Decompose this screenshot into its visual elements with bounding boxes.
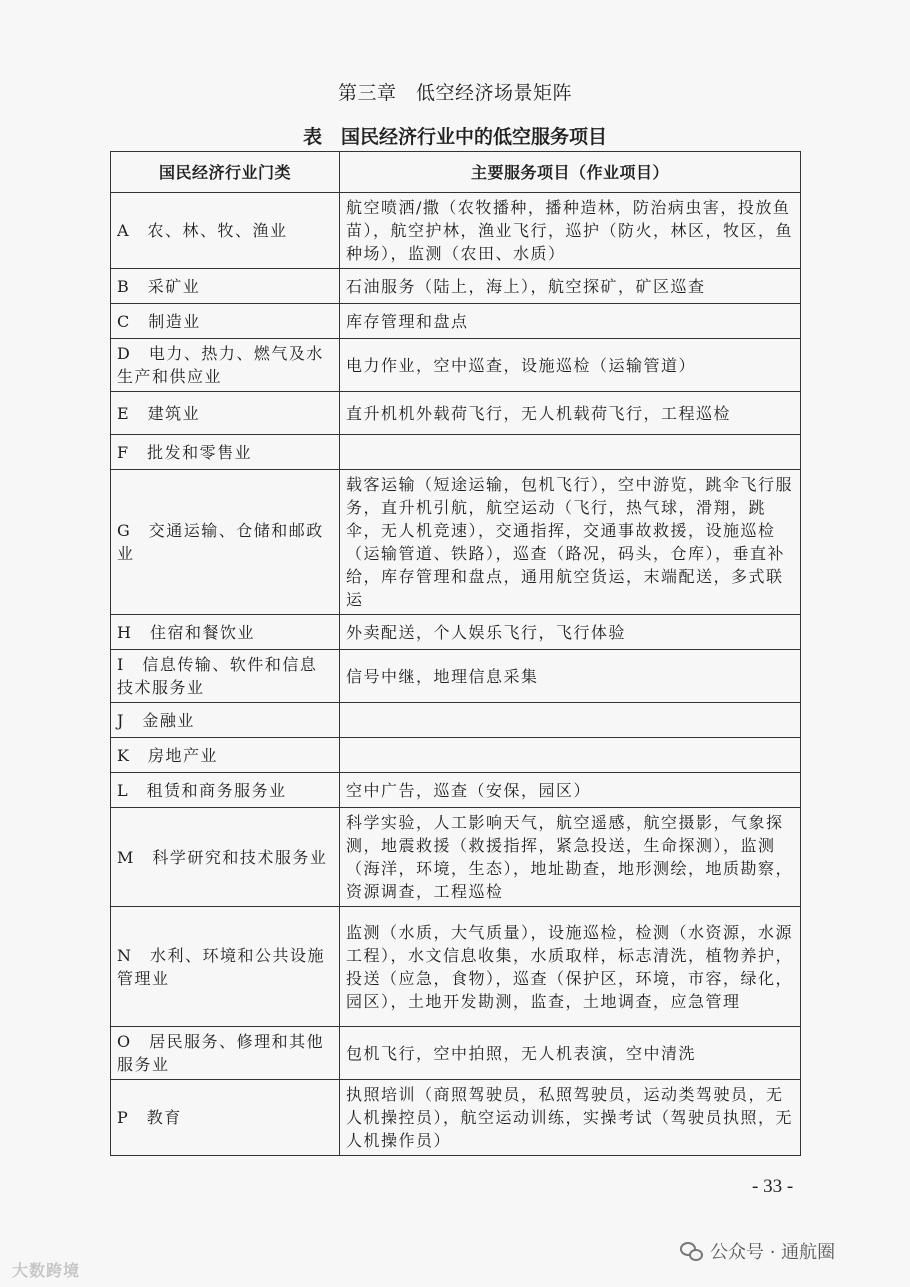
table-row (111, 1027, 801, 1080)
row-services: 包机飞行，空中拍照，无人机表演，空中清洗 (340, 1027, 801, 1080)
table-row (111, 269, 801, 304)
table-row (111, 650, 801, 703)
table-row (111, 470, 801, 615)
row-category: E 建筑业 (111, 392, 340, 435)
row-category: B 采矿业 (111, 269, 340, 304)
table-row (111, 392, 801, 435)
row-services: 执照培训（商照驾驶员，私照驾驶员，运动类驾驶员，无人机操控员），航空运动训练，实操考试（驾驶员执照，无人机操作员） (340, 1080, 801, 1156)
row-services: 信号中继，地理信息采集 (340, 650, 801, 703)
table-title: 表 国民经济行业中的低空服务项目 (302, 126, 607, 148)
watermark-right-label: 公众号 · 通航圈 (710, 1242, 836, 1263)
table-row (111, 193, 801, 269)
row-category: C 制造业 (111, 304, 340, 339)
row-category: D 电力、热力、燃气及水生产和供应业 (111, 339, 340, 392)
row-category: F 批发和零售业 (111, 435, 340, 470)
row-category: A 农、林、牧、渔业 (111, 193, 340, 269)
row-services (340, 435, 801, 470)
service-table (110, 151, 801, 1156)
row-services: 科学实验，人工影响天气，航空遥感，航空摄影，气象探测，地震救援（救援指挥，紧急投送，生命探测），监测（海洋，环境，生态），地址勘查，地形测绘，地质勘察，资源调查，工程巡检 (340, 808, 801, 907)
watermark-right (680, 1238, 835, 1264)
row-category: I 信息传输、软件和信息技术服务业 (111, 650, 340, 703)
row-services (340, 738, 801, 773)
row-category: N 水利、环境和公共设施管理业 (111, 907, 340, 1027)
table-row (111, 808, 801, 907)
wechat-icon (680, 1242, 702, 1260)
row-category: H 住宿和餐饮业 (111, 615, 340, 650)
row-services: 外卖配送，个人娱乐飞行，飞行体验 (340, 615, 801, 650)
row-category: O 居民服务、修理和其他服务业 (111, 1027, 340, 1080)
table-header-row (111, 152, 801, 193)
row-services: 航空喷洒/撒（农牧播种，播种造林，防治病虫害，投放鱼苗），航空护林，渔业飞行，巡护（防火，林区，牧区，鱼种场），监测（农田、水质） (340, 193, 801, 269)
table-row (111, 907, 801, 1027)
header-category: 国民经济行业门类 (111, 152, 340, 193)
row-category: L 租赁和商务服务业 (111, 773, 340, 808)
table-row (111, 773, 801, 808)
row-services: 监测（水质，大气质量），设施巡检，检测（水资源，水源工程），水文信息收集，水质取样，标志清洗，植物养护，投送（应急，食物），巡查（保护区，环境，市容，绿化，园区），土地开发勘测，监查，土地调查，应急管理 (340, 907, 801, 1027)
row-category: M 科学研究和技术服务业 (111, 808, 340, 907)
table-row (111, 304, 801, 339)
table-row (111, 339, 801, 392)
row-category: K 房地产业 (111, 738, 340, 773)
row-services: 直升机机外载荷飞行，无人机载荷飞行，工程巡检 (340, 392, 801, 435)
row-category: J 金融业 (111, 703, 340, 738)
table-row (111, 703, 801, 738)
chapter-title: 第三章 低空经济场景矩阵 (337, 82, 572, 104)
page-number: - 33 - (752, 1176, 794, 1197)
header-services: 主要服务项目（作业项目） (340, 152, 801, 193)
row-services: 石油服务（陆上，海上），航空探矿，矿区巡查 (340, 269, 801, 304)
table-row (111, 435, 801, 470)
row-services: 空中广告，巡查（安保，园区） (340, 773, 801, 808)
table-row (111, 738, 801, 773)
row-services: 电力作业，空中巡查，设施巡检（运输管道） (340, 339, 801, 392)
row-category: G 交通运输、仓储和邮政业 (111, 470, 340, 615)
row-services: 载客运输（短途运输，包机飞行），空中游览，跳伞飞行服务，直升机引航，航空运动（飞行，热气球，滑翔，跳伞，无人机竞速），交通指挥，交通事故救援，设施巡检（运输管道、铁路），巡查（路况，码头，仓库），垂直补给，库存管理和盘点，通用航空货运，末端配送，多式联运 (340, 470, 801, 615)
row-services (340, 703, 801, 738)
row-category: P 教育 (111, 1080, 340, 1156)
table-row (111, 1080, 801, 1156)
table-row (111, 615, 801, 650)
row-services: 库存管理和盘点 (340, 304, 801, 339)
watermark-left: 大数跨境 (12, 1261, 81, 1280)
